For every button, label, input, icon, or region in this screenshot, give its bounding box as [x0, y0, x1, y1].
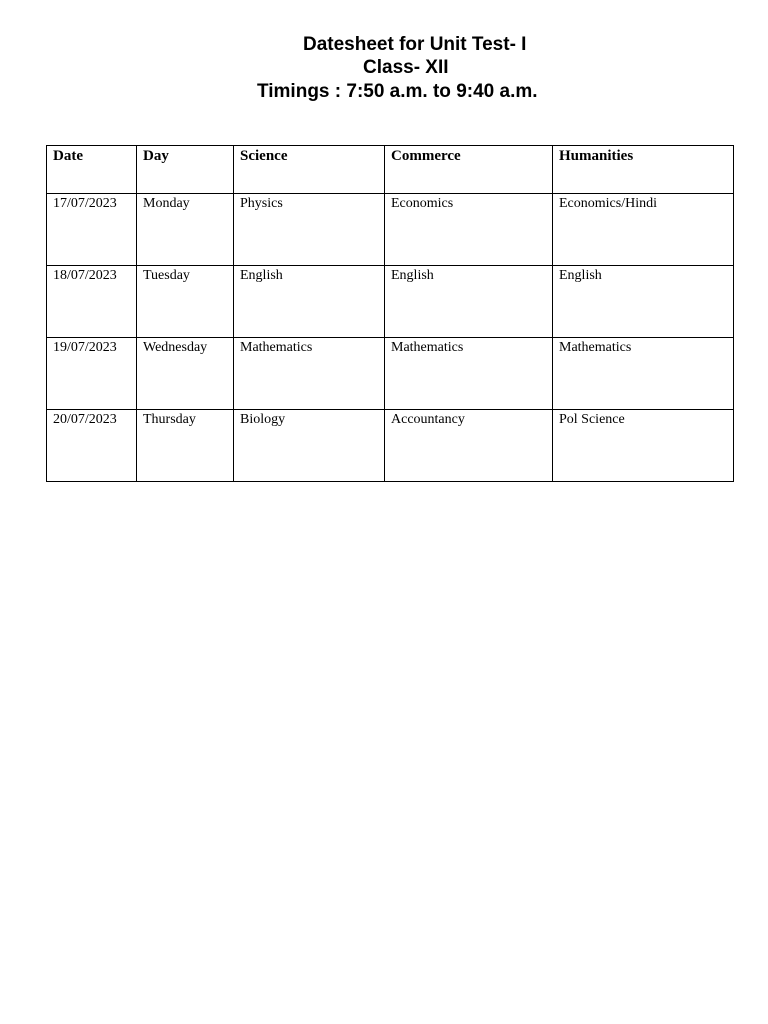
datesheet-table	[46, 145, 734, 482]
cell-humanities: Pol Science	[553, 410, 734, 482]
column-header-humanities: Humanities	[553, 146, 734, 194]
cell-commerce: English	[385, 266, 553, 338]
cell-science: Biology	[234, 410, 385, 482]
column-header-day: Day	[137, 146, 234, 194]
column-header-date: Date	[47, 146, 137, 194]
cell-commerce: Mathematics	[385, 338, 553, 410]
table-row	[47, 194, 734, 266]
cell-day: Tuesday	[137, 266, 234, 338]
table-row	[47, 266, 734, 338]
timings-label: Timings : 7:50 a.m. to 9:40 a.m.	[257, 81, 538, 102]
cell-date: 19/07/2023	[47, 338, 137, 410]
table-header-row	[47, 146, 734, 194]
cell-date: 17/07/2023	[47, 194, 137, 266]
cell-day: Thursday	[137, 410, 234, 482]
cell-humanities: English	[553, 266, 734, 338]
table-row	[47, 338, 734, 410]
cell-commerce: Accountancy	[385, 410, 553, 482]
document-title: Datesheet for Unit Test- I	[303, 34, 527, 55]
column-header-commerce: Commerce	[385, 146, 553, 194]
cell-humanities: Mathematics	[553, 338, 734, 410]
cell-science: Mathematics	[234, 338, 385, 410]
cell-science: English	[234, 266, 385, 338]
class-label: Class- XII	[363, 57, 449, 78]
cell-date: 18/07/2023	[47, 266, 137, 338]
cell-day: Monday	[137, 194, 234, 266]
cell-humanities: Economics/Hindi	[553, 194, 734, 266]
column-header-science: Science	[234, 146, 385, 194]
cell-commerce: Economics	[385, 194, 553, 266]
table-row	[47, 410, 734, 482]
cell-science: Physics	[234, 194, 385, 266]
cell-day: Wednesday	[137, 338, 234, 410]
cell-date: 20/07/2023	[47, 410, 137, 482]
